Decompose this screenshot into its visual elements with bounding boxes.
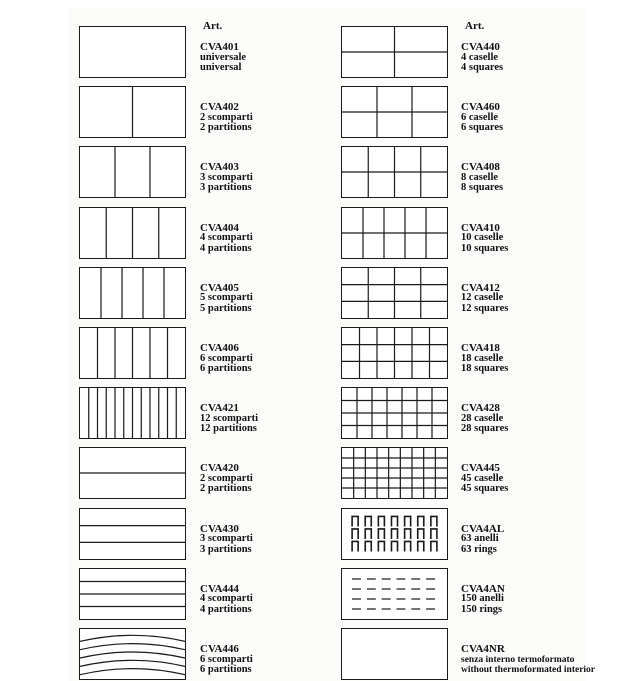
partition-pattern: [80, 328, 185, 378]
italian-description: 6 scomparti: [200, 653, 253, 665]
box-cva420-diagram: [79, 447, 186, 499]
box-cva444-diagram: [79, 568, 186, 620]
partition-pattern: [80, 388, 185, 438]
english-description: 4 partitions: [200, 242, 252, 254]
partition-pattern: [80, 147, 185, 197]
ring-slot: [352, 541, 358, 551]
ring-slot: [431, 516, 437, 526]
english-description: without thermoformated interior: [461, 665, 596, 675]
article-code: CVA4AN: [461, 582, 505, 595]
english-description: 6 partitions: [200, 363, 252, 374]
article-code: CVA420: [200, 462, 239, 475]
article-code: CVA404: [200, 221, 239, 234]
ring-slot: [365, 541, 371, 551]
partition-pattern: [80, 569, 185, 619]
box-cva410-diagram: [341, 207, 448, 259]
article-code: CVA428: [461, 402, 500, 415]
italian-description: senza interno termoformato: [461, 654, 575, 665]
english-description: 2 partitions: [200, 483, 252, 495]
ring-slot: [391, 529, 397, 539]
item-label-cva444: [200, 584, 253, 616]
italian-description: 12 scomparti: [200, 412, 259, 424]
article-code: CVA421: [200, 402, 239, 415]
box-cva4an-diagram: [341, 568, 448, 620]
article-code: CVA403: [200, 161, 239, 174]
box-cva428-diagram: [341, 387, 448, 439]
partition-pattern: [80, 268, 185, 318]
article-code: CVA401: [200, 41, 239, 53]
english-description: 6 squares: [461, 122, 504, 134]
item-label-cva420: [200, 463, 253, 495]
ring-slot: [378, 516, 384, 526]
box-cva446-diagram: [79, 628, 186, 680]
box-cva4nr-diagram: [341, 628, 448, 680]
ring-slot: [431, 529, 437, 539]
partition-pattern: [342, 388, 447, 438]
ring-slot: [352, 529, 358, 539]
italian-description: 2 scomparti: [200, 472, 253, 484]
partition-pattern: [342, 509, 447, 559]
box-cva406-diagram: [79, 327, 186, 379]
box-cva460-diagram: [341, 86, 448, 138]
item-label-cva404: [200, 223, 253, 255]
partition-pattern: [80, 208, 185, 258]
item-label-cva430: [200, 524, 253, 556]
italian-description: 5 scomparti: [200, 292, 253, 304]
partition-pattern: [342, 569, 447, 619]
item-label-cva401: [200, 42, 246, 74]
english-description: 150 rings: [461, 603, 503, 615]
english-description: universal: [200, 62, 242, 73]
item-label-cva440: [461, 42, 503, 74]
partition-pattern: [342, 629, 447, 679]
english-description: 5 partitions: [200, 302, 252, 314]
item-label-cva421: [200, 403, 258, 435]
ring-slot: [431, 541, 437, 551]
item-label-cva403: [200, 162, 253, 194]
partition-pattern: [342, 87, 447, 137]
partition-pattern: [342, 268, 447, 318]
article-code: CVA412: [461, 281, 500, 294]
article-code: CVA408: [461, 161, 500, 174]
box-cva430-diagram: [79, 508, 186, 560]
article-code: CVA460: [461, 101, 500, 114]
italian-description: 10 caselle: [461, 232, 504, 244]
article-code: CVA410: [461, 221, 500, 234]
english-description: 63 rings: [461, 543, 497, 555]
box-cva408-diagram: [341, 146, 448, 198]
box-cva440-diagram: [341, 26, 448, 78]
italian-description: 6 scomparti: [200, 352, 253, 364]
partition-pattern: [342, 208, 447, 258]
english-description: 12 partitions: [200, 423, 257, 435]
item-label-cva4nr: [461, 644, 595, 676]
italian-description: 18 caselle: [461, 352, 504, 364]
italian-description: 2 scomparti: [200, 111, 253, 123]
italian-description: 6 caselle: [461, 111, 499, 123]
english-description: 4 squares: [461, 62, 504, 73]
ring-slot: [391, 516, 397, 526]
ring-slot: [378, 541, 384, 551]
english-description: 18 squares: [461, 363, 509, 374]
italian-description: 150 anelli: [461, 593, 504, 605]
partition-pattern: [342, 27, 447, 77]
italian-description: 8 caselle: [461, 171, 499, 183]
partition-pattern: [80, 448, 185, 498]
italian-description: 3 scomparti: [200, 171, 253, 183]
english-description: 28 squares: [461, 423, 509, 435]
italian-description: 4 scomparti: [200, 593, 253, 605]
box-cva418-diagram: [341, 327, 448, 379]
curved-divider: [80, 644, 185, 650]
italian-description: 4 caselle: [461, 51, 499, 63]
english-description: 4 partitions: [200, 603, 252, 615]
italian-description: 45 caselle: [461, 472, 504, 484]
item-label-cva4al: [461, 524, 504, 556]
box-cva412-diagram: [341, 267, 448, 319]
article-code: CVA440: [461, 41, 500, 53]
english-description: 12 squares: [461, 302, 509, 314]
article-code: CVA430: [200, 522, 239, 535]
article-code: CVA402: [200, 101, 239, 114]
ring-slot: [365, 516, 371, 526]
box-cva404-diagram: [79, 207, 186, 259]
article-code: CVA418: [461, 342, 500, 354]
english-description: 3 partitions: [200, 543, 252, 555]
ring-slot: [365, 529, 371, 539]
partition-pattern: [342, 147, 447, 197]
item-label-cva445: [461, 463, 508, 495]
item-label-cva412: [461, 283, 508, 315]
item-label-cva408: [461, 162, 503, 194]
item-label-cva460: [461, 102, 503, 134]
english-description: 45 squares: [461, 483, 509, 495]
article-code: CVA445: [461, 462, 500, 475]
item-label-cva428: [461, 403, 508, 435]
item-label-cva446: [200, 644, 253, 676]
item-label-cva406: [200, 343, 253, 375]
english-description: 3 partitions: [200, 182, 252, 194]
right-column-header: Art.: [465, 20, 485, 32]
partition-pattern: [342, 448, 447, 498]
box-cva402-diagram: [79, 86, 186, 138]
box-cva4al-diagram: [341, 508, 448, 560]
italian-description: 12 caselle: [461, 292, 504, 304]
partition-pattern: [80, 509, 185, 559]
article-code: CVA406: [200, 342, 239, 354]
english-description: 10 squares: [461, 242, 509, 254]
partition-pattern: [342, 328, 447, 378]
italian-description: 4 scomparti: [200, 232, 253, 244]
italian-description: 63 anelli: [461, 533, 499, 545]
item-label-cva4an: [461, 584, 505, 616]
curved-divider: [80, 652, 185, 658]
english-description: 6 partitions: [200, 664, 252, 675]
box-cva401-diagram: [79, 26, 186, 78]
ring-slot: [405, 529, 411, 539]
ring-slot: [405, 516, 411, 526]
item-label-cva405: [200, 283, 253, 315]
ring-slot: [418, 516, 424, 526]
item-label-cva418: [461, 343, 508, 375]
box-cva445-diagram: [341, 447, 448, 499]
article-code: CVA444: [200, 582, 239, 595]
ring-slot: [418, 541, 424, 551]
partition-pattern: [80, 27, 185, 77]
ring-slot: [405, 541, 411, 551]
english-description: 8 squares: [461, 182, 504, 194]
partition-pattern: [80, 87, 185, 137]
ring-slot: [391, 541, 397, 551]
ring-slot: [378, 529, 384, 539]
italian-description: universale: [200, 51, 247, 63]
curved-divider: [80, 635, 185, 641]
curved-divider: [80, 669, 185, 675]
english-description: 2 partitions: [200, 122, 252, 134]
ring-slot: [352, 516, 358, 526]
partition-pattern: [80, 629, 185, 679]
box-cva403-diagram: [79, 146, 186, 198]
article-code: CVA4AL: [461, 522, 505, 535]
item-label-cva410: [461, 223, 508, 255]
article-code: CVA446: [200, 643, 239, 655]
ring-slot: [418, 529, 424, 539]
curved-divider: [80, 660, 185, 666]
box-cva421-diagram: [79, 387, 186, 439]
italian-description: 3 scomparti: [200, 533, 253, 545]
box-cva405-diagram: [79, 267, 186, 319]
left-column-header: Art.: [203, 20, 223, 32]
article-code: CVA4NR: [461, 643, 505, 655]
article-code: CVA405: [200, 281, 239, 294]
italian-description: 28 caselle: [461, 412, 504, 424]
item-label-cva402: [200, 102, 253, 134]
